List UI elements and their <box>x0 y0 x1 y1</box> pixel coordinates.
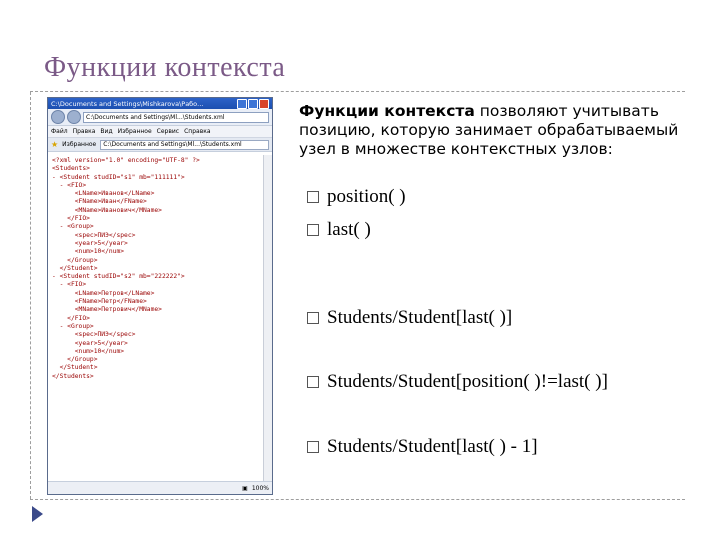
bullet-text: Students/Student[last( )] <box>327 307 513 328</box>
xml-line: <MName>Петрович</MName> <box>52 306 162 314</box>
bullet-text: last( ) <box>327 219 371 240</box>
xml-line: <year>5</year> <box>52 339 128 347</box>
minimize-icon[interactable] <box>237 99 247 109</box>
status-bar <box>48 481 272 494</box>
xml-line: <spec>ПИЭ</spec> <box>52 231 136 239</box>
xml-line: <LName>Петров</LName> <box>52 289 155 297</box>
xml-line: - <FIO> <box>52 181 87 189</box>
menu-file[interactable]: Файл <box>51 128 68 135</box>
browser-menu <box>48 126 272 138</box>
title-divider <box>30 91 685 92</box>
xml-line: <FName>Петр</FName> <box>52 298 147 306</box>
xml-view <box>48 155 264 481</box>
tab-address[interactable]: C:\Documents and Settings\Ml...\Students.xml <box>100 140 269 150</box>
xml-line: <?xml version="1.0" encoding="UTF-8" ?> <box>52 157 200 164</box>
zoom-level[interactable]: 100% <box>251 484 269 492</box>
xml-line: </Student> <box>52 364 98 372</box>
browser-titlebar <box>48 98 272 109</box>
xml-line: <Students> <box>52 165 90 173</box>
address-field[interactable]: C:\Documents and Settings\Ml...\Students.xml <box>83 112 269 123</box>
bullet-box-icon <box>307 312 319 324</box>
bullet-item <box>307 436 538 458</box>
left-divider <box>30 92 31 499</box>
footer-divider <box>30 499 685 500</box>
bullet-text: position( ) <box>327 186 406 207</box>
bullet-text: Students/Student[last( ) - 1] <box>327 436 538 457</box>
xml-line: <num>10</num> <box>52 248 125 256</box>
xml-line: - <Student studID="s2" mb="222222"> <box>52 273 185 281</box>
xml-line: <year>5</year> <box>52 239 128 247</box>
xml-line: <FName>Иван</FName> <box>52 198 147 206</box>
xml-line: </Group> <box>52 256 98 264</box>
bullet-item <box>307 186 406 208</box>
xml-line: </FIO> <box>52 314 90 322</box>
next-arrow-icon[interactable] <box>32 506 43 522</box>
star-icon: ★ <box>51 140 59 149</box>
xml-line: - <Group> <box>52 322 94 330</box>
scrollbar[interactable] <box>263 155 272 481</box>
xml-line: <spec>ПИЭ</spec> <box>52 331 136 339</box>
menu-edit[interactable]: Правка <box>72 128 96 135</box>
bullet-item <box>307 307 512 329</box>
menu-view[interactable]: Вид <box>100 128 113 135</box>
browser-title: C:\Documents and Settings\Mishkarova\Рабо... <box>51 99 204 108</box>
intro-paragraph <box>299 102 684 159</box>
slide-title: Функции контекста <box>44 52 286 83</box>
favorites-bar <box>48 138 272 152</box>
back-icon[interactable] <box>51 110 65 124</box>
close-icon[interactable] <box>259 99 269 109</box>
bullet-box-icon <box>307 224 319 236</box>
menu-help[interactable]: Справка <box>184 128 211 135</box>
address-bar <box>48 109 272 126</box>
xml-line: </FIO> <box>52 215 90 223</box>
xml-line: </Student> <box>52 264 98 272</box>
xml-line: - <Student studID="s1" mb="111111"> <box>52 173 185 181</box>
menu-favorites[interactable]: Избранное <box>117 128 152 135</box>
browser-screenshot <box>47 97 273 495</box>
bullet-box-icon <box>307 441 319 453</box>
computer-icon: ▣ <box>242 484 248 492</box>
bullet-box-icon <box>307 376 319 388</box>
maximize-icon[interactable] <box>248 99 258 109</box>
forward-icon[interactable] <box>67 110 81 124</box>
intro-text: позволяют учитывать позицию, которую занимает обрабатываемый узел в множестве контекстных узлов: <box>299 102 679 158</box>
xml-line: - <FIO> <box>52 281 87 289</box>
menu-tools[interactable]: Сервис <box>156 128 180 135</box>
xml-line: <MName>Иванович</MName> <box>52 206 162 214</box>
favorites-label[interactable]: Избранное <box>62 141 97 148</box>
xml-line: <LName>Иванов</LName> <box>52 190 155 198</box>
xml-line: - <Group> <box>52 223 94 231</box>
xml-line: </Group> <box>52 356 98 364</box>
intro-bold: Функции контекста <box>299 102 475 120</box>
xml-line: </Students> <box>52 372 94 380</box>
bullet-item <box>307 371 608 393</box>
bullet-item <box>307 219 371 241</box>
bullet-text: Students/Student[position( )!=last( )] <box>327 371 608 392</box>
bullet-box-icon <box>307 191 319 203</box>
xml-line: <num>10</num> <box>52 347 125 355</box>
